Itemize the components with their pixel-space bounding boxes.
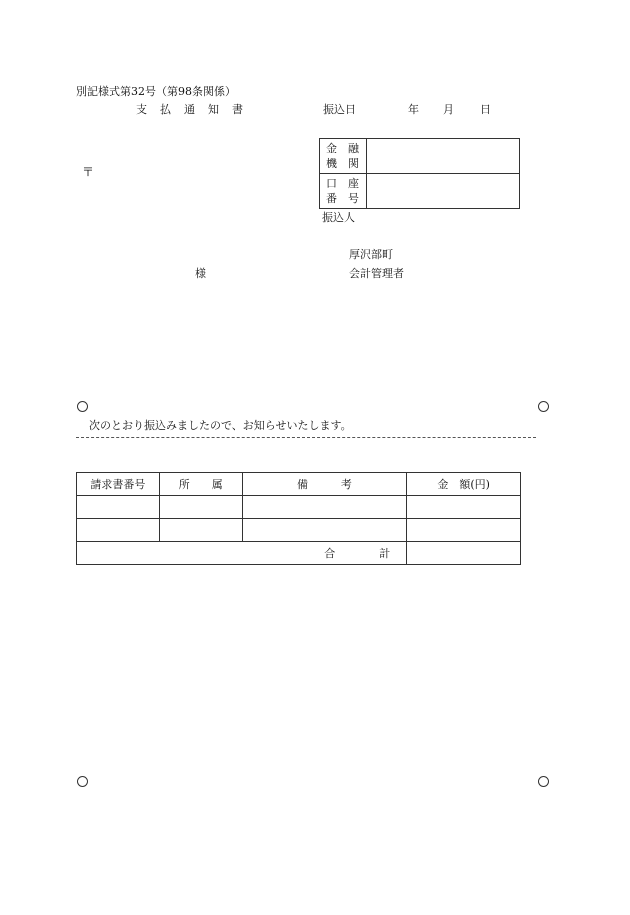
payer-name-line2: 会計管理者 bbox=[349, 267, 404, 280]
header-amount: 金 額(円) bbox=[407, 473, 521, 496]
bank-institution-label-line2: 機 関 bbox=[326, 157, 359, 170]
total-value[interactable] bbox=[407, 542, 521, 565]
transfer-date-month: 月 bbox=[443, 103, 454, 116]
cell-department[interactable] bbox=[159, 519, 242, 542]
payer-name-line1: 厚沢部町 bbox=[349, 248, 393, 261]
bank-institution-label-line1: 金 融 bbox=[326, 142, 359, 155]
payer-label: 振込人 bbox=[322, 211, 355, 224]
bank-account-row bbox=[320, 174, 520, 209]
total-label: 合 計 bbox=[77, 542, 407, 565]
transfer-date-day: 日 bbox=[480, 103, 491, 116]
table-row bbox=[77, 496, 521, 519]
detail-table bbox=[76, 472, 521, 565]
bank-account-label bbox=[320, 174, 367, 209]
total-row bbox=[77, 542, 521, 565]
cell-amount[interactable] bbox=[407, 496, 521, 519]
bank-info-table bbox=[319, 138, 520, 209]
bank-account-label-line2: 番 号 bbox=[326, 192, 359, 205]
transfer-date-year: 年 bbox=[408, 103, 419, 116]
notice-text: 次のとおり振込みましたので、お知らせいたします。 bbox=[89, 419, 352, 432]
punch-hole-right-bottom bbox=[538, 776, 549, 787]
cell-remarks[interactable] bbox=[242, 496, 407, 519]
transfer-date-label: 振込日 bbox=[323, 103, 356, 116]
recipient-honorific: 様 bbox=[195, 267, 206, 280]
bank-institution-label bbox=[320, 139, 367, 174]
document-title: 支 払 通 知 書 bbox=[136, 103, 244, 116]
form-header: 別記様式第32号（第98条関係） bbox=[76, 85, 236, 98]
header-department: 所 属 bbox=[159, 473, 242, 496]
header-remarks: 備 考 bbox=[242, 473, 407, 496]
postal-mark: 〒 bbox=[82, 165, 95, 179]
bank-account-label-line1: 口 座 bbox=[326, 177, 359, 190]
cell-invoice-number[interactable] bbox=[77, 496, 160, 519]
detail-header-row bbox=[77, 473, 521, 496]
punch-hole-left-top bbox=[77, 401, 88, 412]
punch-hole-right-top bbox=[538, 401, 549, 412]
bank-account-value[interactable] bbox=[366, 174, 519, 209]
cell-remarks[interactable] bbox=[242, 519, 407, 542]
table-row bbox=[77, 519, 521, 542]
cell-invoice-number[interactable] bbox=[77, 519, 160, 542]
bank-institution-value[interactable] bbox=[366, 139, 519, 174]
cell-department[interactable] bbox=[159, 496, 242, 519]
perforation-line bbox=[76, 437, 536, 438]
bank-institution-row bbox=[320, 139, 520, 174]
header-invoice-number: 請求書番号 bbox=[77, 473, 160, 496]
punch-hole-left-bottom bbox=[77, 776, 88, 787]
cell-amount[interactable] bbox=[407, 519, 521, 542]
